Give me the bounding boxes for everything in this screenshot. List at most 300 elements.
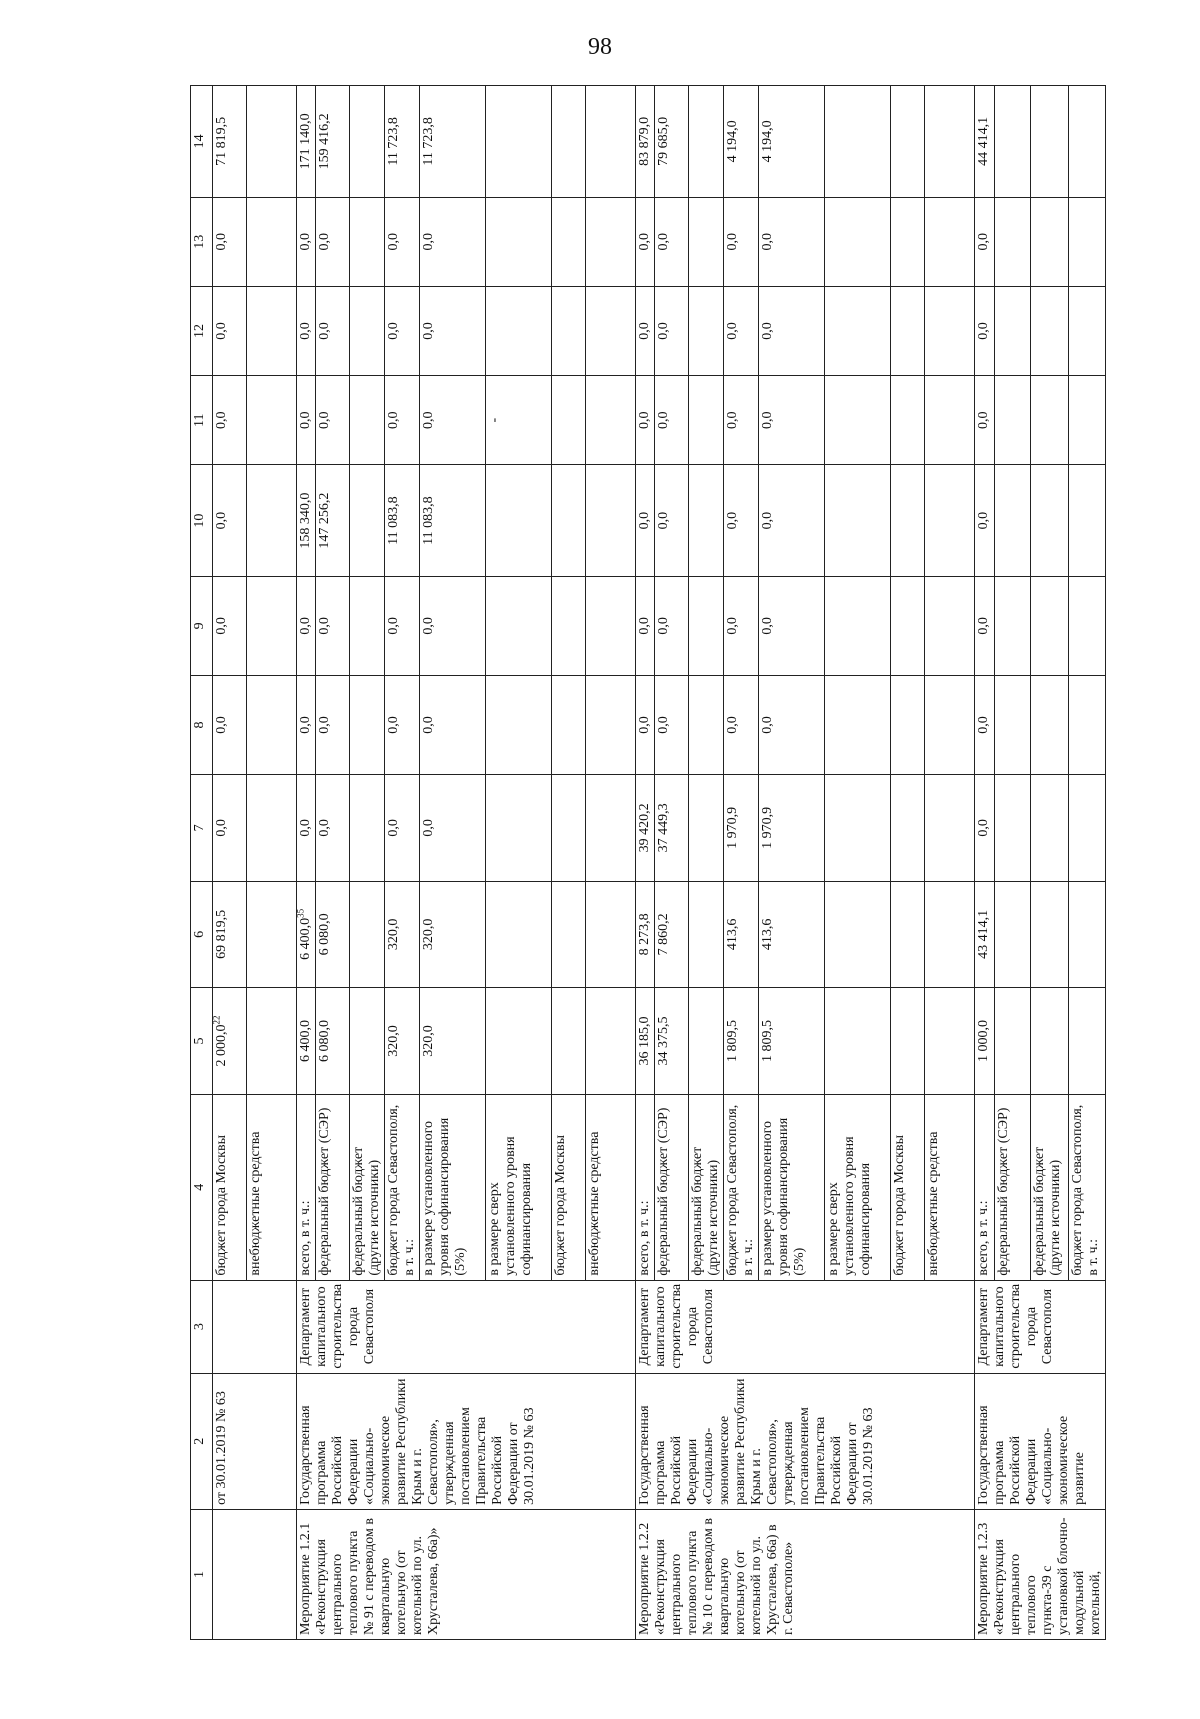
value-cell-col-7 — [385, 775, 420, 882]
value-cell-col-6 — [316, 881, 350, 988]
value-cell-col-5 — [385, 988, 420, 1095]
value-cell-col-8 — [552, 675, 586, 774]
source-cell — [385, 1094, 420, 1280]
value-cell-col-7 — [724, 775, 759, 882]
value-cell-col-13 — [213, 197, 247, 286]
source-cell-text: федеральный бюджет (СЭР) — [317, 1107, 332, 1276]
program-cell — [975, 1373, 1106, 1509]
source-cell — [655, 1094, 689, 1280]
executor-cell — [636, 1280, 975, 1373]
program-cell-text: Государственная программа Российской Федерации «Социально-экономическое развитие — [976, 1405, 1087, 1505]
source-cell-text: всего, в т. ч.: — [976, 1200, 991, 1276]
value-cell-col-11 — [689, 376, 724, 465]
value-cell-col-8-text: 0,0 — [421, 716, 436, 734]
value-cell-col-5 — [350, 988, 385, 1095]
value-cell-col-6 — [891, 881, 925, 988]
value-cell-col-5 — [420, 988, 486, 1095]
value-cell-col-8-text: 0,0 — [298, 716, 313, 734]
value-cell-col-14 — [724, 86, 759, 198]
value-cell-col-12 — [316, 286, 350, 375]
source-cell — [486, 1094, 552, 1280]
value-cell-col-7 — [689, 775, 724, 882]
measure-name-cell-text: Мероприятие 1.2.2 «Реконструкция центрального теплового пункта № 10 с переводом в квартальную котельную (от котельной по ул. Хрусталева, 66а) в г. Севастополе» — [637, 1518, 796, 1635]
value-cell-col-10 — [1031, 465, 1068, 577]
value-cell-col-10 — [420, 465, 486, 577]
value-cell-col-6 — [552, 881, 586, 988]
value-cell-col-8 — [825, 675, 891, 774]
value-cell-col-12-text: 0,0 — [421, 322, 436, 340]
value-cell-col-9 — [825, 576, 891, 675]
value-cell-col-5 — [925, 988, 975, 1095]
source-cell-text: федеральный бюджет (другие источники) — [690, 1146, 721, 1276]
value-cell-col-13 — [636, 197, 655, 286]
value-cell-col-10 — [995, 465, 1031, 577]
value-cell-col-12 — [1068, 286, 1105, 375]
source-cell-text: бюджет города Москвы — [214, 1135, 229, 1276]
source-cell-text: всего, в т. ч.: — [298, 1200, 313, 1276]
value-cell-col-14 — [995, 86, 1031, 198]
value-cell-col-9-text: 0,0 — [386, 617, 401, 635]
value-cell-col-12-text: 0,0 — [976, 322, 991, 340]
value-cell-col-6-text: 8 273,8 — [637, 913, 652, 956]
column-number: 8 — [191, 675, 213, 774]
value-cell-col-12 — [689, 286, 724, 375]
value-cell-col-9-text: 0,0 — [656, 617, 671, 635]
value-cell-col-5 — [552, 988, 586, 1095]
column-number: 6 — [191, 881, 213, 988]
value-cell-col-11-text: 0,0 — [725, 411, 740, 429]
rotated-table-area — [190, 85, 1105, 1640]
value-cell-col-10-text: 158 340,0 — [298, 492, 313, 549]
value-cell-col-10-text: 0,0 — [656, 511, 671, 530]
value-cell-col-7 — [1068, 775, 1105, 882]
value-cell-col-5 — [724, 988, 759, 1095]
value-cell-col-10 — [689, 465, 724, 577]
value-cell-col-6 — [689, 881, 724, 988]
column-number: 1 — [191, 1509, 213, 1639]
source-cell-text: бюджет города Севастополя, в т. ч.: — [386, 1104, 417, 1276]
value-cell-col-8 — [586, 675, 636, 774]
value-cell-col-5 — [586, 988, 636, 1095]
column-number: 12 — [191, 286, 213, 375]
value-cell-col-14 — [689, 86, 724, 198]
value-cell-col-10-text: 0,0 — [637, 511, 652, 530]
value-cell-col-5 — [995, 988, 1031, 1095]
value-cell-col-8 — [995, 675, 1031, 774]
column-number: 9 — [191, 576, 213, 675]
value-cell-col-8 — [1031, 675, 1068, 774]
value-cell-col-8-text: 0,0 — [656, 716, 671, 734]
value-cell-col-9 — [1031, 576, 1068, 675]
value-cell-col-13-text: 0,0 — [214, 233, 229, 251]
value-cell-col-11 — [724, 376, 759, 465]
value-cell-col-13-text: 0,0 — [760, 233, 775, 251]
value-cell-col-5 — [636, 988, 655, 1095]
value-cell-col-12-text: 0,0 — [298, 322, 313, 340]
value-cell-col-6 — [297, 881, 316, 988]
value-cell-col-12-text: 0,0 — [637, 322, 652, 340]
value-cell-col-11-text: 0,0 — [760, 411, 775, 429]
value-cell-col-8-text: 0,0 — [386, 716, 401, 734]
value-cell-col-10-text: 11 083,8 — [421, 496, 436, 545]
value-cell-col-10-text: 0,0 — [725, 511, 740, 530]
value-cell-col-12 — [636, 286, 655, 375]
value-cell-col-13 — [975, 197, 995, 286]
value-cell-col-8 — [213, 675, 247, 774]
value-cell-col-9 — [552, 576, 586, 675]
value-cell-col-12 — [995, 286, 1031, 375]
value-cell-col-11-text: 0,0 — [637, 411, 652, 429]
value-cell-col-12-text: 0,0 — [317, 322, 332, 340]
value-cell-col-8 — [636, 675, 655, 774]
value-cell-col-14 — [1068, 86, 1105, 198]
value-cell-col-9-text: 0,0 — [214, 617, 229, 635]
value-cell-col-11-text: 0,0 — [656, 411, 671, 429]
value-cell-col-14-text: 79 685,0 — [656, 116, 671, 166]
source-cell-text: федеральный бюджет (СЭР) — [996, 1107, 1012, 1276]
rotated-table-container — [190, 85, 1105, 1640]
source-cell-text: всего, в т. ч.: — [637, 1200, 652, 1276]
value-cell-col-14-text: 11 723,8 — [386, 117, 401, 166]
value-cell-col-13 — [247, 197, 297, 286]
measure-name-cell-text: Мероприятие 1.2.3 «Реконструкция центрального теплового пункта-39 с установкой блочно-модульной котельной, — [976, 1517, 1103, 1635]
table-row — [636, 86, 655, 1640]
value-cell-col-9 — [213, 576, 247, 675]
value-cell-col-9-text: 0,0 — [421, 617, 436, 635]
value-cell-col-13 — [297, 197, 316, 286]
value-cell-col-13 — [385, 197, 420, 286]
column-number: 10 — [191, 465, 213, 577]
value-cell-col-9 — [486, 576, 552, 675]
value-cell-col-11-text: 0,0 — [976, 411, 991, 429]
source-cell — [975, 1094, 995, 1280]
value-cell-col-10 — [213, 465, 247, 577]
value-cell-col-5 — [825, 988, 891, 1095]
source-cell — [759, 1094, 825, 1280]
value-cell-col-6 — [1068, 881, 1105, 988]
source-cell — [636, 1094, 655, 1280]
value-cell-col-9 — [1068, 576, 1105, 675]
value-cell-col-10 — [1068, 465, 1105, 577]
value-cell-col-7-text: 0,0 — [317, 819, 332, 837]
value-cell-col-9 — [689, 576, 724, 675]
value-cell-col-14 — [385, 86, 420, 198]
value-cell-col-8-text: 0,0 — [214, 716, 229, 734]
value-cell-col-14 — [420, 86, 486, 198]
value-cell-col-12-text: 0,0 — [386, 322, 401, 340]
value-cell-col-10-text: 0,0 — [760, 511, 775, 530]
value-cell-col-7 — [297, 775, 316, 882]
value-cell-col-13 — [350, 197, 385, 286]
value-cell-col-14 — [975, 86, 995, 198]
value-cell-col-9 — [891, 576, 925, 675]
value-cell-col-5-text: 6 400,0 — [298, 1019, 313, 1062]
source-cell-text: бюджет города Севастополя, в т. ч.: — [1069, 1104, 1101, 1276]
value-cell-col-14 — [891, 86, 925, 198]
value-cell-col-12 — [925, 286, 975, 375]
value-cell-col-6-text: 69 819,5 — [214, 909, 229, 959]
value-cell-col-12 — [552, 286, 586, 375]
value-cell-col-10 — [350, 465, 385, 577]
value-cell-col-5 — [247, 988, 297, 1095]
value-cell-col-7 — [975, 775, 995, 882]
value-cell-col-12 — [350, 286, 385, 375]
column-number: 2 — [191, 1373, 213, 1509]
value-cell-col-5-text: 1 000,0 — [976, 1019, 991, 1062]
value-cell-col-7 — [891, 775, 925, 882]
value-cell-col-11 — [586, 376, 636, 465]
source-cell-text: внебюджетные средства — [248, 1131, 263, 1276]
value-cell-col-6 — [975, 881, 995, 988]
value-cell-col-12 — [385, 286, 420, 375]
column-number: 4 — [191, 1094, 213, 1280]
value-cell-col-10 — [247, 465, 297, 577]
source-cell — [552, 1094, 586, 1280]
value-cell-col-12 — [975, 286, 995, 375]
value-cell-col-9-text: 0,0 — [637, 617, 652, 635]
value-cell-col-9 — [350, 576, 385, 675]
source-cell — [891, 1094, 925, 1280]
value-cell-col-12-text: 0,0 — [656, 322, 671, 340]
value-cell-col-8-text: 0,0 — [637, 716, 652, 734]
value-cell-col-8 — [385, 675, 420, 774]
value-cell-col-6-text: 320,0 — [421, 918, 436, 951]
page-number: 98 — [588, 34, 612, 60]
value-cell-col-12 — [420, 286, 486, 375]
value-cell-col-9 — [385, 576, 420, 675]
value-cell-col-6 — [995, 881, 1031, 988]
source-cell — [297, 1094, 316, 1280]
value-cell-col-11-text: 0,0 — [317, 411, 332, 429]
value-cell-col-8-text: 0,0 — [317, 716, 332, 734]
value-cell-col-12-text: 0,0 — [214, 322, 229, 340]
value-cell-col-9 — [925, 576, 975, 675]
source-cell — [316, 1094, 350, 1280]
value-cell-col-6 — [655, 881, 689, 988]
value-cell-col-6-text: 43 414,1 — [976, 909, 991, 959]
value-cell-col-14 — [655, 86, 689, 198]
value-cell-col-8 — [724, 675, 759, 774]
column-number-row — [191, 86, 213, 1640]
source-cell — [247, 1094, 297, 1280]
value-cell-col-7 — [552, 775, 586, 882]
value-cell-col-9 — [759, 576, 825, 675]
value-cell-col-5-text: 320,0 — [386, 1025, 401, 1057]
measure-name-cell-text: Мероприятие 1.2.1 «Реконструкция центрального теплового пункта № 91 с переводом в квартальную котельную (от котельной по ул. Хрусталева, 66а)» — [298, 1518, 441, 1635]
value-cell-col-10 — [759, 465, 825, 577]
value-cell-col-12 — [825, 286, 891, 375]
column-number: 14 — [191, 86, 213, 198]
value-cell-col-14 — [759, 86, 825, 198]
value-cell-col-5 — [316, 988, 350, 1095]
value-cell-col-13 — [689, 197, 724, 286]
value-cell-col-12 — [655, 286, 689, 375]
source-cell-text: бюджет города Севастополя, в т. ч.: — [725, 1104, 756, 1276]
value-cell-col-13 — [891, 197, 925, 286]
value-cell-col-7 — [486, 775, 552, 882]
value-cell-col-12-text: 0,0 — [725, 322, 740, 340]
value-cell-col-6-text: 7 860,2 — [656, 913, 671, 956]
value-cell-col-12 — [247, 286, 297, 375]
value-cell-col-8 — [975, 675, 995, 774]
value-cell-col-5 — [689, 988, 724, 1095]
value-cell-col-7 — [586, 775, 636, 882]
value-cell-col-14-text: 4 194,0 — [725, 120, 740, 163]
value-cell-col-14 — [316, 86, 350, 198]
value-cell-col-7 — [995, 775, 1031, 882]
source-cell — [1031, 1094, 1068, 1280]
value-cell-col-5 — [655, 988, 689, 1095]
program-cell-text: от 30.01.2019 № 63 — [214, 1391, 229, 1505]
source-cell — [420, 1094, 486, 1280]
value-cell-col-14 — [213, 86, 247, 198]
value-cell-col-8 — [247, 675, 297, 774]
value-cell-col-12 — [891, 286, 925, 375]
value-cell-col-9-text: 0,0 — [976, 617, 991, 635]
value-cell-col-10 — [316, 465, 350, 577]
value-cell-col-7 — [213, 775, 247, 882]
value-cell-col-8 — [655, 675, 689, 774]
value-cell-col-7 — [655, 775, 689, 882]
value-cell-col-6 — [636, 881, 655, 988]
source-cell — [689, 1094, 724, 1280]
value-cell-col-8 — [689, 675, 724, 774]
source-cell-text: в размере установленного уровня софинансирования (5%) — [421, 1117, 468, 1276]
value-cell-col-8 — [486, 675, 552, 774]
value-cell-col-9 — [724, 576, 759, 675]
value-cell-col-6-text: 6 400,0 — [298, 917, 313, 960]
value-cell-col-13-text: 0,0 — [298, 233, 313, 251]
value-cell-col-14-text: 44 414,1 — [976, 116, 991, 166]
value-cell-col-6 — [247, 881, 297, 988]
value-cell-col-10 — [385, 465, 420, 577]
source-cell-text: в размере установленного уровня софинансирования (5%) — [760, 1117, 807, 1276]
value-cell-col-13 — [655, 197, 689, 286]
value-cell-col-5 — [759, 988, 825, 1095]
value-cell-col-11 — [925, 376, 975, 465]
value-cell-col-14 — [925, 86, 975, 198]
value-cell-col-6 — [486, 881, 552, 988]
measure-name-cell — [975, 1509, 1106, 1639]
value-cell-col-7 — [825, 775, 891, 882]
program-cell — [297, 1373, 636, 1509]
value-cell-col-11 — [759, 376, 825, 465]
value-cell-col-13 — [995, 197, 1031, 286]
value-cell-col-14-text: 4 194,0 — [760, 120, 775, 163]
value-cell-col-13 — [1068, 197, 1105, 286]
value-cell-col-5 — [213, 988, 247, 1095]
program-cell-text: Государственная программа Российской Федерации «Социально-экономическое развитие Республики Крым и г. Севастополя», утвержденная постановлением Правительства Российской Федерации от 30.01.2019 № 63 — [298, 1378, 537, 1505]
value-cell-col-14-text: 159 416,2 — [317, 113, 332, 170]
footnote-marker: 22 — [211, 1015, 222, 1025]
value-cell-col-13-text: 0,0 — [421, 233, 436, 251]
value-cell-col-7-text: 0,0 — [976, 819, 991, 837]
source-cell — [724, 1094, 759, 1280]
value-cell-col-10 — [975, 465, 995, 577]
source-cell — [995, 1094, 1031, 1280]
source-cell-text: бюджет города Москвы — [892, 1135, 907, 1276]
value-cell-col-10 — [586, 465, 636, 577]
value-cell-col-8 — [350, 675, 385, 774]
value-cell-col-11 — [1031, 376, 1068, 465]
value-cell-col-13 — [420, 197, 486, 286]
value-cell-col-14-text: 83 879,0 — [637, 116, 652, 166]
value-cell-col-5 — [891, 988, 925, 1095]
footnote-marker: 35 — [295, 908, 306, 918]
executor-cell-text: Департамент капитального строительства города Севастополя — [298, 1283, 377, 1369]
value-cell-col-10 — [297, 465, 316, 577]
value-cell-col-8 — [759, 675, 825, 774]
value-cell-col-7-text: 0,0 — [386, 819, 401, 837]
value-cell-col-11 — [297, 376, 316, 465]
value-cell-col-7-text: 0,0 — [214, 819, 229, 837]
table-row — [297, 86, 316, 1640]
source-cell — [825, 1094, 891, 1280]
value-cell-col-11 — [891, 376, 925, 465]
value-cell-col-13 — [486, 197, 552, 286]
value-cell-col-9 — [316, 576, 350, 675]
value-cell-col-14 — [586, 86, 636, 198]
value-cell-col-14 — [1031, 86, 1068, 198]
value-cell-col-12 — [297, 286, 316, 375]
value-cell-col-10-text: 0,0 — [976, 511, 991, 530]
column-number: 13 — [191, 197, 213, 286]
measure-name-cell — [636, 1509, 975, 1639]
value-cell-col-12-text: 0,0 — [760, 322, 775, 340]
value-cell-col-5 — [1068, 988, 1105, 1095]
table-body — [191, 86, 1106, 1640]
value-cell-col-11-text: 0,0 — [421, 411, 436, 429]
source-cell-text: внебюджетные средства — [587, 1131, 602, 1276]
value-cell-col-6 — [586, 881, 636, 988]
value-cell-col-10-text: 11 083,8 — [386, 496, 401, 545]
value-cell-col-13 — [316, 197, 350, 286]
value-cell-col-6 — [420, 881, 486, 988]
value-cell-col-5-text: 2 000,0 — [214, 1024, 229, 1067]
value-cell-col-10 — [552, 465, 586, 577]
value-cell-col-10 — [724, 465, 759, 577]
source-cell-text: федеральный бюджет (СЭР) — [656, 1107, 671, 1276]
source-cell — [350, 1094, 385, 1280]
source-cell — [925, 1094, 975, 1280]
value-cell-col-14 — [636, 86, 655, 198]
value-cell-col-13 — [586, 197, 636, 286]
value-cell-col-14-text: 71 819,5 — [214, 116, 229, 166]
value-cell-col-5-text: 1 809,5 — [725, 1019, 740, 1062]
value-cell-col-14-text: 171 140,0 — [298, 113, 313, 170]
value-cell-col-13 — [724, 197, 759, 286]
column-number: 3 — [191, 1280, 213, 1373]
value-cell-col-11 — [655, 376, 689, 465]
value-cell-col-7-text: 0,0 — [298, 819, 313, 837]
value-cell-col-14 — [350, 86, 385, 198]
value-cell-col-13 — [825, 197, 891, 286]
value-cell-col-6 — [385, 881, 420, 988]
value-cell-col-8 — [925, 675, 975, 774]
value-cell-col-5-text: 1 809,5 — [760, 1019, 775, 1062]
value-cell-col-5 — [297, 988, 316, 1095]
source-cell — [586, 1094, 636, 1280]
value-cell-col-11 — [350, 376, 385, 465]
value-cell-col-6-text: 6 080,0 — [317, 913, 332, 956]
value-cell-col-5 — [1031, 988, 1068, 1095]
value-cell-col-8 — [420, 675, 486, 774]
value-cell-col-13-text: 0,0 — [317, 233, 332, 251]
value-cell-col-11-text: - — [487, 417, 502, 423]
value-cell-col-7-text: 0,0 — [421, 819, 436, 837]
value-cell-col-10-text: 147 256,2 — [317, 492, 332, 549]
value-cell-col-14 — [486, 86, 552, 198]
